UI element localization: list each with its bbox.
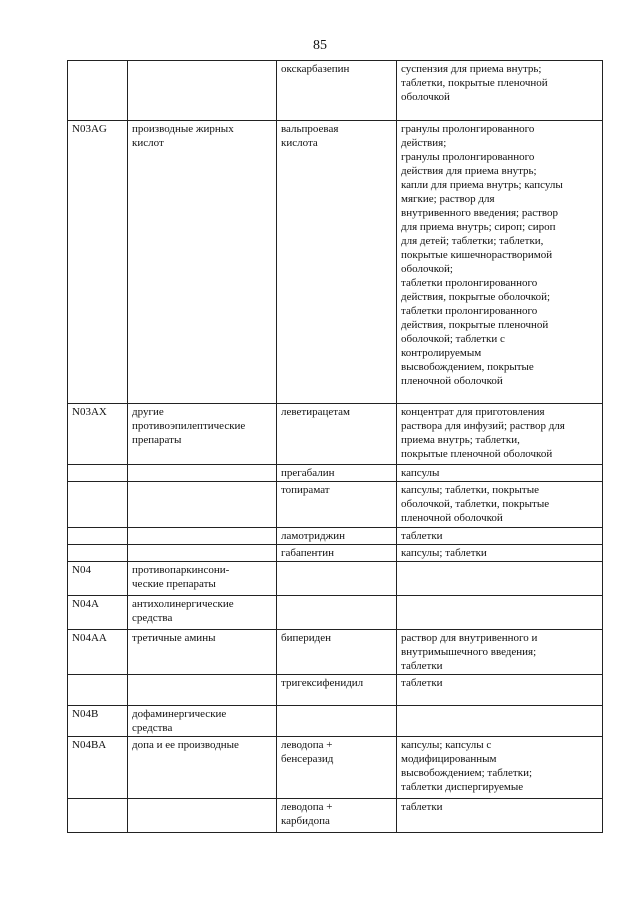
atc-code-cell: [68, 675, 128, 706]
drug-name-cell: леводопа + карбидопа: [277, 799, 397, 833]
drug-table: [67, 60, 603, 833]
drug-name-cell: леводопа + бенсеразид: [277, 737, 397, 799]
table-row: [68, 562, 603, 596]
group-name-cell: [128, 61, 277, 121]
atc-code-cell: [68, 528, 128, 545]
drug-name-cell: бипериден: [277, 630, 397, 675]
table-row: [68, 465, 603, 482]
dosage-form-cell: таблетки: [397, 799, 603, 833]
drug-name-cell: топирамат: [277, 482, 397, 528]
group-name-cell: производные жирных кислот: [128, 121, 277, 404]
drug-name-cell: [277, 706, 397, 737]
atc-code-cell: [68, 465, 128, 482]
group-name-cell: дофаминергические средства: [128, 706, 277, 737]
drug-name-cell: [277, 596, 397, 630]
drug-name-cell: прегабалин: [277, 465, 397, 482]
group-name-cell: [128, 545, 277, 562]
atc-code-cell: [68, 482, 128, 528]
group-name-cell: [128, 482, 277, 528]
dosage-form-cell: концентрат для приготовления раствора для инфузий; раствор для приема внутрь; таблетки, покрытые пленочной оболочкой: [397, 404, 603, 465]
dosage-form-cell: капсулы; таблетки: [397, 545, 603, 562]
group-name-cell: [128, 465, 277, 482]
dosage-form-cell: гранулы пролонгированного действия; гранулы пролонгированного действия для приема внутрь; капли для приема внутрь; капсулы мягкие; раствор для внутривенного введения; раствор для приема внутрь; сироп; сироп для детей; таблетки; таблетки, покрытые кишечнорастворимой оболочкой; таблетки пролонгированного действия, покрытые оболочкой; таблетки пролонгированного действия, покрытые пленочной оболочкой; таблетки с контролируемым высвобождением, покрытые пленочной оболочкой: [397, 121, 603, 404]
table-row: [68, 528, 603, 545]
group-name-cell: [128, 528, 277, 545]
atc-code-cell: N04BA: [68, 737, 128, 799]
dosage-form-cell: капсулы; таблетки, покрытые оболочкой, таблетки, покрытые пленочной оболочкой: [397, 482, 603, 528]
drug-name-cell: ламотриджин: [277, 528, 397, 545]
table-row: [68, 630, 603, 675]
atc-code-cell: N03AG: [68, 121, 128, 404]
dosage-form-cell: [397, 706, 603, 737]
group-name-cell: другие противоэпилептические препараты: [128, 404, 277, 465]
page-number: 85: [313, 38, 327, 53]
atc-code-cell: N04A: [68, 596, 128, 630]
group-name-cell: третичные амины: [128, 630, 277, 675]
table-row: [68, 596, 603, 630]
atc-code-cell: N04: [68, 562, 128, 596]
table-row: [68, 482, 603, 528]
drug-name-cell: вальпроевая кислота: [277, 121, 397, 404]
table-row: [68, 404, 603, 465]
drug-name-cell: габапентин: [277, 545, 397, 562]
atc-code-cell: [68, 799, 128, 833]
dosage-form-cell: капсулы: [397, 465, 603, 482]
drug-name-cell: тригексифенидил: [277, 675, 397, 706]
group-name-cell: допа и ее производные: [128, 737, 277, 799]
dosage-form-cell: раствор для внутривенного и внутримышечного введения; таблетки: [397, 630, 603, 675]
atc-code-cell: N04AA: [68, 630, 128, 675]
dosage-form-cell: [397, 562, 603, 596]
dosage-form-cell: капсулы; капсулы с модифицированным высвобождением; таблетки; таблетки диспергируемые: [397, 737, 603, 799]
atc-code-cell: N03AX: [68, 404, 128, 465]
table-row: [68, 545, 603, 562]
dosage-form-cell: [397, 596, 603, 630]
dosage-form-cell: суспензия для приема внутрь; таблетки, покрытые пленочной оболочкой: [397, 61, 603, 121]
group-name-cell: антихолинергические средства: [128, 596, 277, 630]
atc-code-cell: N04B: [68, 706, 128, 737]
table-row: [68, 737, 603, 799]
group-name-cell: [128, 799, 277, 833]
table-row: [68, 706, 603, 737]
group-name-cell: [128, 675, 277, 706]
dosage-form-cell: таблетки: [397, 675, 603, 706]
table-row: [68, 799, 603, 833]
table-row: [68, 121, 603, 404]
group-name-cell: противопаркинсони- ческие препараты: [128, 562, 277, 596]
drug-name-cell: леветирацетам: [277, 404, 397, 465]
table-row: [68, 675, 603, 706]
table-row: [68, 61, 603, 121]
atc-code-cell: [68, 545, 128, 562]
atc-code-cell: [68, 61, 128, 121]
drug-name-cell: [277, 562, 397, 596]
dosage-form-cell: таблетки: [397, 528, 603, 545]
drug-name-cell: окскарбазепин: [277, 61, 397, 121]
